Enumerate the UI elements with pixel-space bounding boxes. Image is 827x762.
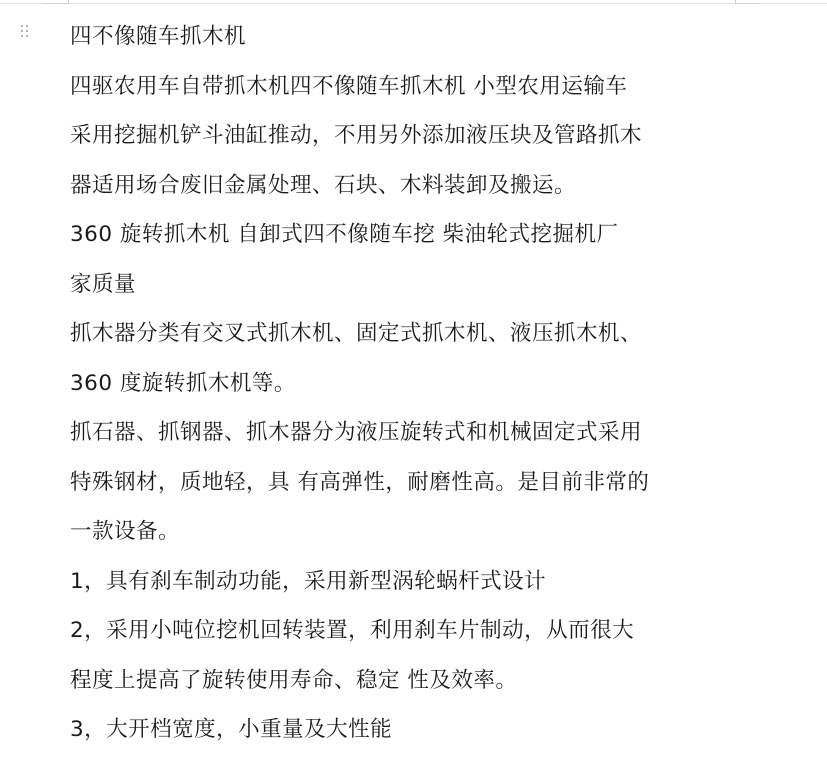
page-top-edge [0, 3, 827, 4]
doc-line: 2，采用小吨位挖机回转装置，利用刹车片制动，从而很大 [70, 618, 635, 643]
doc-line: 抓石器、抓钢器、抓木器分为液压旋转式和机械固定式采用 [70, 420, 643, 445]
page-corner-mark-right [735, 0, 760, 4]
doc-line: 360 度旋转抓木机等。 [70, 370, 296, 396]
page-corner-mark-left [44, 0, 69, 4]
doc-line: 1，具有刹车制动功能，采用新型涡轮蜗杆式设计 [70, 568, 547, 594]
doc-line: 一款设备。 [70, 519, 181, 544]
doc-line: 360 旋转抓木机 自卸式四不像随车挖 柴油轮式挖掘机厂 [70, 222, 619, 247]
doc-line: 抓木器分类有交叉式抓木机、固定式抓木机、液压抓木机、 [70, 321, 643, 346]
doc-line: 程度上提高了旋转使用寿命、稳定 性及效率。 [70, 667, 518, 693]
doc-line: 特殊钢材，质地轻，具 有高弹性，耐磨性高。是目前非常的 [70, 469, 650, 495]
document-body[interactable] [70, 12, 740, 755]
doc-line: 采用挖掘机铲斗油缸推动，不用另外添加液压块及管路抓木 [70, 123, 643, 148]
doc-line: 器适用场合废旧金属处理、石块、木料装卸及搬运。 [70, 172, 577, 198]
doc-line: 3，大开档宽度，小重量及大性能 [70, 717, 393, 742]
doc-line: 家质量 [70, 271, 137, 297]
doc-line: 四驱农用车自带抓木机四不像随车抓木机 小型农用运输车 [70, 73, 628, 99]
drag-handle-icon[interactable] [21, 24, 31, 40]
doc-title: 四不像随车抓木机 [70, 24, 247, 49]
